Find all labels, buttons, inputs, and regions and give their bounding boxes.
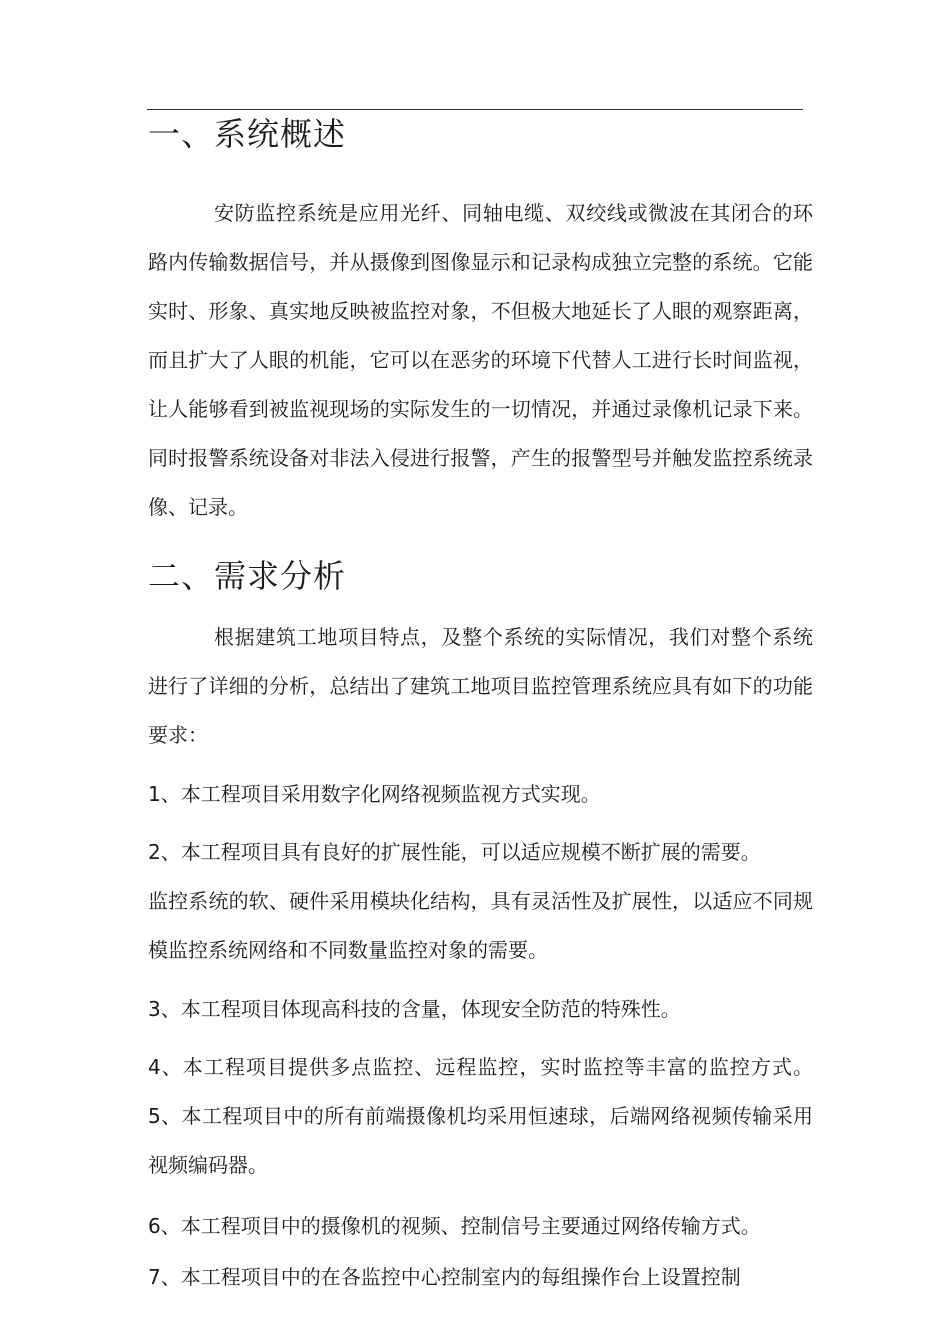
header-rule [147,109,803,110]
section-1-paragraph: 安防监控系统是应用光纤、同轴电缆、双绞线或微波在其闭合的环路内传输数据信号，并从摄像到图像显示和记录构成独立完整的系统。它能实时、形象、真实地反映被监控对象，不但极大地延长了人眼的观察距离，而且扩大了人眼的机能，它可以在恶劣的环境下代替人工进行长时间监视，让人能够看到被监视现场的实际发生的一切情况，并通过录像机记录下来。同时报警系统设备对非法入侵进行报警，产生的报警型号并触发监控系统录像、记录。 [148,201,813,519]
requirement-item-3: 3、本工程项目体现高科技的含量，体现安全防范的特殊性。 [148,997,681,1021]
section-1-heading: 一、系统概述 [148,115,347,153]
requirement-item-1: 1、本工程项目采用数字化网络视频监视方式实现。 [148,782,601,806]
requirement-item-4-5: 4、本工程项目提供多点监控、远程监控，实时监控等丰富的监控方式。5、本工程项目中的所有前端摄像机均采用恒速球，后端网络视频传输采用视频编码器。 [148,1055,813,1177]
requirement-item-6: 6、本工程项目中的摄像机的视频、控制信号主要通过网络传输方式。 [148,1214,761,1238]
section-2-intro: 根据建筑工地项目特点，及整个系统的实际情况，我们对整个系统进行了详细的分析，总结出了建筑工地项目监控管理系统应具有如下的功能要求： [148,625,813,747]
requirement-item-7: 7、本工程项目中的在各监控中心控制室内的每组操作台上设置控制 [148,1265,741,1289]
section-2-heading: 二、需求分析 [148,557,347,595]
requirement-item-2: 2、本工程项目具有良好的扩展性能，可以适应规模不断扩展的需要。 [148,840,761,864]
requirement-item-2-continued: 监控系统的软、硬件采用模块化结构，具有灵活性及扩展性，以适应不同规模监控系统网络和不同数量监控对象的需要。 [148,889,813,962]
